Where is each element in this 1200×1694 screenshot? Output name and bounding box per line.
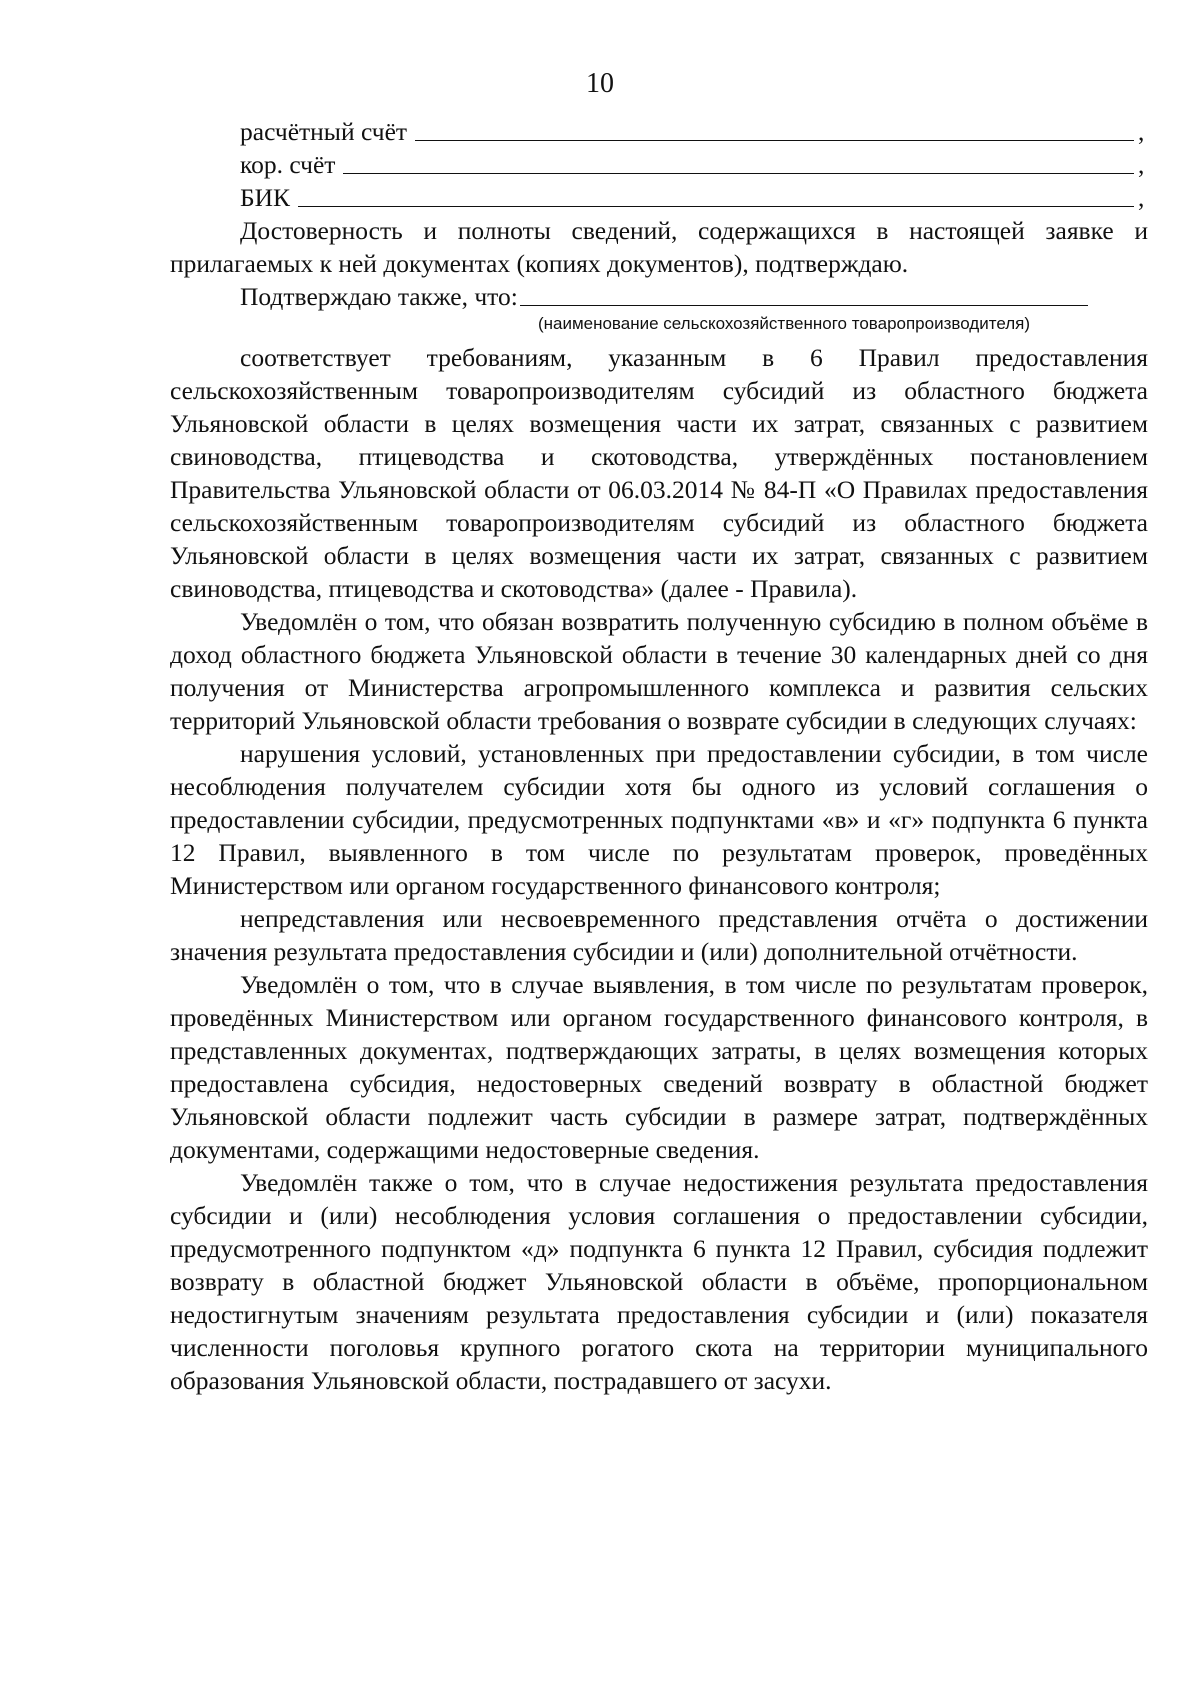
confirm-line (170, 280, 1148, 313)
field-comma: , (1138, 150, 1145, 179)
report-case-paragraph: непредставления или несвоевременного представления отчёта о достижении значения результата предоставления субсидии и (или) дополнительной отчётности. (170, 904, 1148, 966)
compliance-paragraph: соответствует требованиям, указанным в 6 Правил предоставления сельскохозяйственным товаропроизводителям субсидий из областного бюджета Ульяновской области в целях возмещения части их затрат, связанных с развитием свиноводства, птицеводства и скотоводства, утверждённых постановлением Правительства Ульяновской области от 06.03.2014 № 84-П «О Правилах предоставления сельскохозяйственным товаропроизводителям субсидий из областного бюджета Ульяновской области в целях возмещения части их затрат, связанных с развитием свиноводства, птицеводства и скотоводства» (далее - Правила). (170, 343, 1148, 603)
document-body (170, 115, 1148, 1397)
bik-blank (298, 206, 1134, 207)
return-notice-paragraph: Уведомлён о том, что обязан возвратить полученную субсидию в полном объёме в доход областного бюджета Ульяновской области в течение 30 календарных дней со дня получения от Министерства агропромышленного комплекса и развития сельских территорий Ульяновской области требования о возврате субсидии в следующих случаях: (170, 607, 1148, 735)
bik-label: БИК (240, 183, 291, 212)
settlement-account-field (170, 115, 1148, 148)
settlement-account-label: расчётный счёт (240, 117, 408, 146)
page-number: 10 (586, 68, 614, 99)
correspondent-account-blank (343, 173, 1134, 174)
result-notice-paragraph: Уведомлён также о том, что в случае недостижения результата предоставления субсидии и (или) несоблюдения условия соглашения о предоставлении субсидии, предусмотренного подпунктом «д» подпункта 6 пункта 12 Правил, субсидия подлежит возврату в областной бюджет Ульяновской области в объёме, пропорциональном недостигнутым значениям результата предоставления субсидии и (или) показателя численности поголовья крупного рогатого скота на территории муниципального образования Ульяновской области, пострадавшего от засухи. (170, 1168, 1148, 1395)
confirm-label: Подтверждаю также, что: (240, 282, 518, 311)
producer-name-caption: (наименование сельскохозяйственного товаропроизводителя) (537, 314, 1030, 333)
false-info-notice-paragraph: Уведомлён о том, что в случае выявления, в том числе по результатам проверок, проведённых Министерством или органом государственного финансового контроля, в представленных документах, подтверждающих затраты, в целях возмещения которых предоставлена субсидия, недостоверных сведений возврату в областной бюджет Ульяновской области подлежит часть субсидии в размере затрат, подтверждённых документами, содержащими недостоверные сведения. (170, 970, 1148, 1164)
correspondent-account-field (170, 148, 1148, 181)
reliability-paragraph: Достоверность и полноты сведений, содержащихся в настоящей заявке и прилагаемых к ней документах (копиях документов), подтверждаю. (170, 216, 1148, 278)
violation-case-paragraph: нарушения условий, установленных при предоставлении субсидии, в том числе несоблюдения получателем субсидии хотя бы одного из условий соглашения о предоставлении субсидии, предусмотренных подпунктами «в» и «г» подпункта 6 пункта 12 Правил, выявленного в том числе по результатам проверок, проведённых Министерством или органом государственного финансового контроля; (170, 739, 1148, 900)
correspondent-account-label: кор. счёт (240, 150, 336, 179)
bik-field (170, 181, 1148, 214)
field-comma: , (1138, 183, 1145, 212)
settlement-account-blank (415, 140, 1134, 141)
field-comma: , (1138, 117, 1145, 146)
producer-name-blank (520, 305, 1088, 306)
